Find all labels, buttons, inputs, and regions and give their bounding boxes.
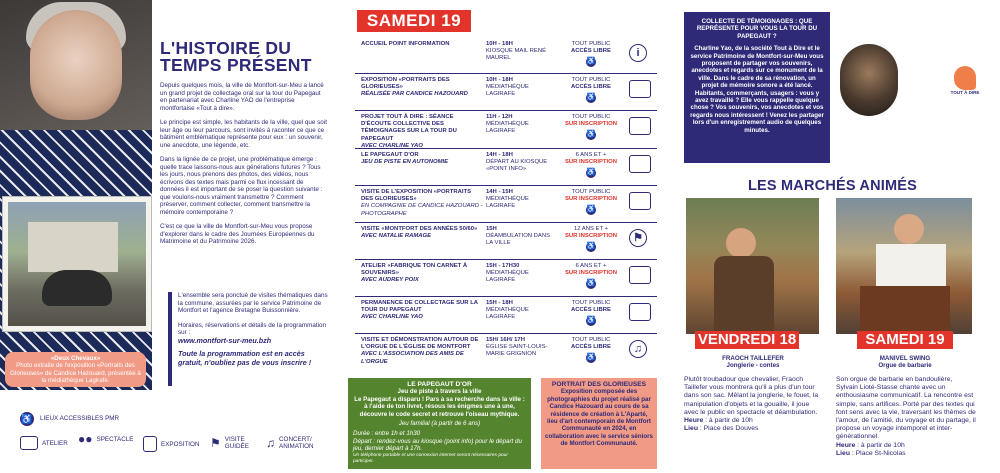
- event-access-mode: SUR INSCRIPTION: [564, 270, 618, 277]
- event-access-mode: SUR INSCRIPTION: [564, 121, 618, 128]
- site-link[interactable]: www.montfort-sur-meu.bzh: [178, 335, 272, 345]
- event-when: [486, 189, 556, 211]
- pmr-icon: ♿: [586, 131, 596, 139]
- event-time: 15H - 17H30: [486, 263, 520, 269]
- event-info: [361, 189, 483, 218]
- portrait-photo: [0, 0, 152, 390]
- event-place: ÉGLISE SAINT-LOUIS-MARIE GRIGNION: [486, 344, 548, 358]
- event-by: AVEC NATALIE RAMAGE: [361, 233, 432, 240]
- event-info: [361, 300, 483, 322]
- event-access: [560, 114, 622, 140]
- tout-a-dire-logo: TOUT À DIRE: [950, 66, 980, 106]
- event-title: VISITE DE L'EXPOSITION «PORTRAITS DES GLORIEUSES»: [361, 189, 472, 203]
- event-audience: TOUT PUBLIC: [571, 77, 611, 83]
- schedule-row: [355, 111, 657, 149]
- pmr-icon: ♿: [586, 58, 596, 66]
- pmr-icon: ♿: [21, 414, 33, 424]
- event-info: [361, 263, 483, 285]
- exposition-icon: [629, 192, 651, 210]
- event-time: 10H - 18H: [486, 41, 513, 47]
- spectacle-icon: ●●: [78, 432, 93, 446]
- concert-icon: ♫: [266, 435, 275, 450]
- history-title: L'HISTOIRE DU TEMPS PRÉSENT: [160, 38, 312, 75]
- event-time: 15H - 18H: [486, 300, 513, 306]
- event-audience: TOUT PUBLIC: [571, 41, 611, 47]
- event-access-mode: ACCÈS LIBRE: [571, 307, 611, 314]
- legend-concert: ♫ CONCERT/ ANIMATION: [266, 435, 314, 450]
- event-info: [361, 77, 483, 99]
- fraoch-photo: [686, 198, 819, 334]
- event-sub: EN COMPAGNIE DE CANDICE HAZOUARD - PHOTOGRAPHE: [361, 203, 483, 217]
- photo-caption: [5, 352, 146, 387]
- event-info: [361, 226, 483, 240]
- event-access: [560, 226, 622, 252]
- manivel-photo: [836, 198, 972, 334]
- event-access: [560, 300, 622, 326]
- legend-pmr: ♿ LIEUX ACCESSIBLES PMR: [21, 414, 120, 424]
- event-access: [560, 337, 622, 363]
- schedule-row: [355, 334, 657, 376]
- event-access: [560, 152, 622, 178]
- event-title: PROJET TOUT À DIRE : SÉANCE D'ÉCOUTE COLLECTIVE DES TÉMOIGNAGES SUR LA TOUR DU PAPEGAUT: [361, 114, 457, 142]
- atelier-icon: [629, 266, 651, 284]
- event-place: DÉAMBULATION DANS LA VILLE: [486, 233, 551, 247]
- event-by: AVEC L'ASSOCIATION DES AMIS DE L'ORGUE: [361, 351, 464, 365]
- legend-spectacle: ●● SPECTACLE: [78, 432, 134, 446]
- visite-icon: ⚑: [210, 435, 221, 450]
- collecte-box: COLLECTE DE TÉMOIGNAGES : QUE REPRÉSENTE POUR VOUS LA TOUR DU PAPEGAUT ? Charline Yao, de la société Tout à Dire et le service Patrimoine de Montfort-sur-Meu vous proposent de partager vos souvenirs, anecdotes et regards sur ce monument de la ville. Dans le cadre de sa rénovation, un projet de mémoire sonore a été lancé. Habitants, commerçants, usagers : vous y avez travaillé ? Elle vous rappelle quelque chose ? Vos souvenirs, vos anecdotes et vos regards nous intéressent ! Venez les partager lors d'un enregistrement audio de quelques minutes.: [684, 12, 830, 163]
- legend-atelier: ATELIER: [20, 436, 68, 450]
- atelier-icon: [20, 436, 38, 450]
- event-when: [486, 77, 556, 99]
- schedule-row: [355, 186, 657, 223]
- pmr-icon: ♿: [586, 206, 596, 214]
- event-title: LE PAPEGAUT D'OR: [361, 152, 419, 158]
- event-access-mode: ACCÈS LIBRE: [571, 84, 611, 91]
- event-time: 15H: [486, 226, 497, 232]
- vendredi-banner: VENDREDI 18: [695, 331, 799, 349]
- schedule-row: [355, 223, 657, 260]
- exposition-icon: [629, 80, 651, 98]
- event-access-mode: ACCÈS LIBRE: [571, 344, 611, 351]
- event-info: [361, 337, 483, 366]
- glorieuses-box: PORTRAIT DES GLORIEUSES Exposition composée des photographies du projet réalisé par Candice Hazouard au cours de sa résidence de création à L'Aparté, lieu d'art contemporain de Montfort Communauté en 2024, en collaboration avec le service séniors de Montfort Communauté.: [541, 378, 657, 469]
- concert-icon: ♫: [629, 340, 647, 358]
- legend-visite: ⚑ VISITE GUIDÉE: [210, 435, 249, 450]
- event-place: MÉDIATHÈQUE LAGIRAFE: [486, 270, 529, 284]
- event-access-mode: ACCÈS LIBRE: [571, 48, 611, 55]
- schedule-row: [355, 74, 657, 111]
- papegaut-box: LE PAPEGAUT D'OR Jeu de piste à travers la ville Le Papegaut a disparu ! Pars à sa recherche dans la ville : à l'aide de ton livret, résous les énigmes une à une, découvre le code secret et retrouve l'oiseau mythique. Jeu familial (à partir de 6 ans) Durée : entre 1h et 1h30 Départ : rendez-vous au kiosque (point info) pour le départ du jeu, dernier départ à 17h. Un téléphone portable et une connexion internet seront nécessaires pour participer.: [348, 378, 531, 469]
- event-time: 15H/ 16H/ 17H: [486, 337, 525, 343]
- event-place: MÉDIATHÈQUE LAGIRAFE: [486, 84, 529, 98]
- event-access: [560, 189, 622, 215]
- event-info: [361, 152, 483, 166]
- schedule-row: [355, 260, 657, 297]
- event-access-mode: SUR INSCRIPTION: [564, 196, 618, 203]
- event-access-mode: SUR INSCRIPTION: [564, 159, 618, 166]
- schedule-row: [355, 149, 657, 186]
- event-info: [361, 41, 483, 48]
- event-when: [486, 41, 556, 63]
- framed-car-photo: [2, 196, 152, 332]
- caption-text: Photo extraite de l'exposition «Portraits des Glorieuses» de Candice Hazouard, présentée à la médiathèque Lagirafe.: [10, 362, 141, 385]
- pmr-icon: ♿: [586, 280, 596, 288]
- event-when: [486, 226, 556, 248]
- event-audience: TOUT PUBLIC: [571, 189, 611, 195]
- info-icon: i: [629, 44, 647, 62]
- event-by: JEU DE PISTE EN AUTONOMIE: [361, 159, 449, 166]
- samedi-banner: SAMEDI 19: [857, 331, 953, 349]
- event-by: AVEC CHARLINE YAO: [361, 142, 423, 149]
- accent-bar: [168, 292, 172, 386]
- legend-exposition: EXPOSITION: [143, 436, 200, 452]
- event-time: 11H - 12H: [486, 114, 513, 120]
- event-title: ATELIER «FABRIQUE TON CARNET À SOUVENIRS»: [361, 263, 468, 277]
- event-audience: TOUT PUBLIC: [571, 337, 611, 343]
- event-by: RÉALISÉE PAR CANDICE HAZOUARD: [361, 91, 468, 98]
- event-when: [486, 300, 556, 322]
- event-audience: 12 ANS ET +: [573, 226, 609, 232]
- event-title: VISITE «MONTFORT DES ANNÉES 50/60»: [361, 226, 478, 232]
- fraoch-text: Plutôt troubadour que chevalier, Fraoch Taillefer vous montrera qu'il a plus d'un tour dans son sac. Mêlant la jonglerie, le fouet, la manipulation d'objets et la gouaille, il joue avec le public en spectacle et déambulation. Heure : à partir de 10h Lieu : Place des Douves: [684, 376, 819, 433]
- event-access: [560, 41, 622, 67]
- event-access: [560, 77, 622, 103]
- event-place: KIOSQUE MAIL RENÉ MAUREL: [486, 48, 547, 62]
- event-title: EXPOSITION «PORTRAITS DES GLORIEUSES»: [361, 77, 450, 91]
- event-access-mode: SUR INSCRIPTION: [564, 233, 618, 240]
- event-time: 14H - 18H: [486, 152, 513, 158]
- event-place: MÉDIATHÈQUE LAGIRAFE: [486, 121, 529, 135]
- recording-photo: [840, 44, 898, 116]
- event-access: [560, 263, 622, 289]
- event-when: [486, 114, 556, 136]
- pmr-icon: ♿: [586, 354, 596, 362]
- marches-title: LES MARCHÉS ANIMÉS: [748, 178, 918, 194]
- pmr-icon: ♿: [586, 94, 596, 102]
- pmr-icon: ♿: [586, 243, 596, 251]
- event-place: MÉDIATHÈQUE LAGIRAFE: [486, 196, 529, 210]
- event-place: DÉPART AU KIOSQUE «POINT INFO»: [486, 159, 548, 173]
- event-time: 10H - 18H: [486, 77, 513, 83]
- event-when: [486, 263, 556, 285]
- event-time: 14H - 15H: [486, 189, 513, 195]
- event-by: AVEC AUDREY POIX: [361, 277, 419, 284]
- event-title: PERMANENCE DE COLLECTAGE SUR LA TOUR DU PAPEGAUT: [361, 300, 478, 314]
- exposition-icon: [143, 436, 157, 452]
- atelier-icon: [629, 155, 651, 173]
- schedule-row: [355, 38, 657, 74]
- event-title: ACCUEIL POINT INFORMATION: [361, 41, 450, 47]
- history-body: Depuis quelques mois, la ville de Montfort-sur-Meu a lancé un grand projet de collectage oral sur la tour du Papegaut en partenariat avec Charline YAO de l'entreprise montfortaise «Tout à dire». Le principe est simple, les habitants de la ville, quel que soit leur âge ou leur parcours, sont invités à raconter ce que ce bâtiment emblématique représente pour eux : un souvenir, une anecdote, une légende, etc. Dans la lignée de ce projet, une problématique émerge : quelle trace laissons-nous aux générations futures ? Tous les jours, nous prenons des photos, des vidéos, nous écrivons des textes mais parmi ce flux incessant de données il est important de se poser la question suivante : que voulons-nous vraiment transmettre ? Comment préserver, comment collecter, comment transmettre la mémoire contemporaine ? C'est ce que la ville de Montfort-sur-Meu vous propose d'explorer dans le cadre des Journées Européennes du Matrimoine et du Patrimoine 2026.: [160, 82, 327, 245]
- visite-icon: ⚑: [629, 229, 647, 247]
- history-info: L'ensemble sera ponctué de visites thématiques dans la commune, assurées par le service Patrimoine de Montfort et l'agence Bretagne Buissonnière. Horaires, réservations et détails de la programmation sur : www.montfort-sur-meu.bzh Toute la programmation est en accès gratuit, n'oubliez pas de vous inscrire !: [178, 292, 328, 367]
- caption-title: «Deux Chevaux»: [50, 355, 101, 362]
- pmr-icon: ♿: [586, 317, 596, 325]
- event-when: [486, 337, 556, 359]
- schedule-day-title: SAMEDI 19: [357, 10, 471, 32]
- manivel-heading: MANIVEL SWING Orgue de barbarie: [878, 355, 932, 370]
- event-audience: TOUT PUBLIC: [571, 114, 611, 120]
- atelier-icon: [629, 117, 651, 135]
- event-audience: 6 ANS ET +: [575, 152, 607, 158]
- manivel-text: Son orgue de barbarie en bandoulière, Sylvain Lioté-Stasse chante avec un enthousiasme communicatif. La rencontre est simple, sans artifices. Porté par des textes qui font sens avec la vie, traversant les thèmes de l'amour, de l'amitié, du voyage et du partage, il propose un voyage intemporel et inter-générationnel. Heure : à partir de 10h Lieu : Place St-Nicolas: [836, 376, 976, 457]
- fraoch-heading: FRAOCH TAILLEFER Jonglerie - contes: [722, 355, 784, 370]
- event-info: [361, 114, 483, 150]
- event-audience: 6 ANS ET +: [575, 263, 607, 269]
- event-title: VISITE ET DÉMONSTRATION AUTOUR DE L'ORGUE DE L'ÉGLISE DE MONTFORT: [361, 337, 479, 351]
- event-audience: TOUT PUBLIC: [571, 300, 611, 306]
- pmr-icon: ♿: [586, 169, 596, 177]
- event-by: AVEC CHARLINE YAO: [361, 314, 423, 321]
- event-when: [486, 152, 556, 174]
- atelier-icon: [629, 303, 651, 321]
- schedule-row: [355, 297, 657, 334]
- event-place: MÉDIATHÈQUE LAGIRAFE: [486, 307, 529, 321]
